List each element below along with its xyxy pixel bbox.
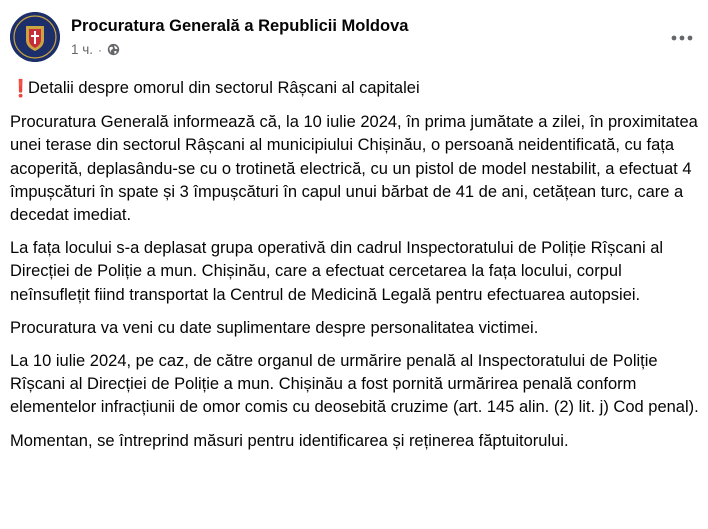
post-timestamp-link[interactable]: 1 ч. — [71, 42, 94, 57]
post-body — [10, 77, 700, 463]
post-meta — [71, 42, 120, 57]
headline-text: Detalii despre omorul din sectorul Râșcani al capitalei — [28, 79, 420, 97]
paragraph-3: Procuratura va veni cu date suplimentare despre personalitatea victimei. — [10, 318, 539, 337]
page-avatar[interactable] — [10, 12, 60, 62]
paragraph-1: Procuratura Generală informează că, la 10 iulie 2024, în prima jumătate a zilei, în proximitatea unei terase din sectorul Râșcani al municipiului Chișinău, o persoană neidentificată, cu fața acoperită, deplasându-se cu o trotinetă electrică, cu un pistol de model nestabilit, a efectuat 4 împușcături în spate și 3 împușcături în capul unui bărbat de 41 de ani, cetățean turc, care a decedat imediat. — [10, 113, 698, 225]
prosecutor-emblem-logo — [10, 12, 60, 62]
paragraph-2: La fața locului s-a deplasat grupa operativă din cadrul Inspectoratului de Poliție Rîșcani al Direcției de Poliție a mun. Chișinău, care a efectuat cercetarea la fața locului, corpul neînsuflețit fiind transportat la Centrul de Medicină Legală pentru efectuarea autopsiei. — [10, 239, 664, 304]
meta-separator: · — [98, 42, 103, 57]
paragraph-5: Momentan, se întreprind măsuri pentru identificarea și reținerea făptuitorului. — [10, 431, 569, 450]
paragraph-4: La 10 iulie 2024, pe caz, de către organul de urmărire penală al Inspectoratului de Poliție Rîșcani al Direcției de Poliție a mun. Chișinău a fost pornită urmărirea penală conform elementelor infracțiunii de omor comis cu deosebită cruzime (art. 145 alin. (2) lit. j) Cod penal). — [10, 352, 699, 417]
more-options-icon[interactable] — [668, 28, 696, 48]
exclamation-mark-icon: ❗ — [10, 79, 32, 98]
post-headline — [10, 77, 700, 100]
globe-icon — [107, 43, 120, 56]
page-name-link[interactable]: Procuratura Generală a Republicii Moldova — [71, 17, 409, 35]
